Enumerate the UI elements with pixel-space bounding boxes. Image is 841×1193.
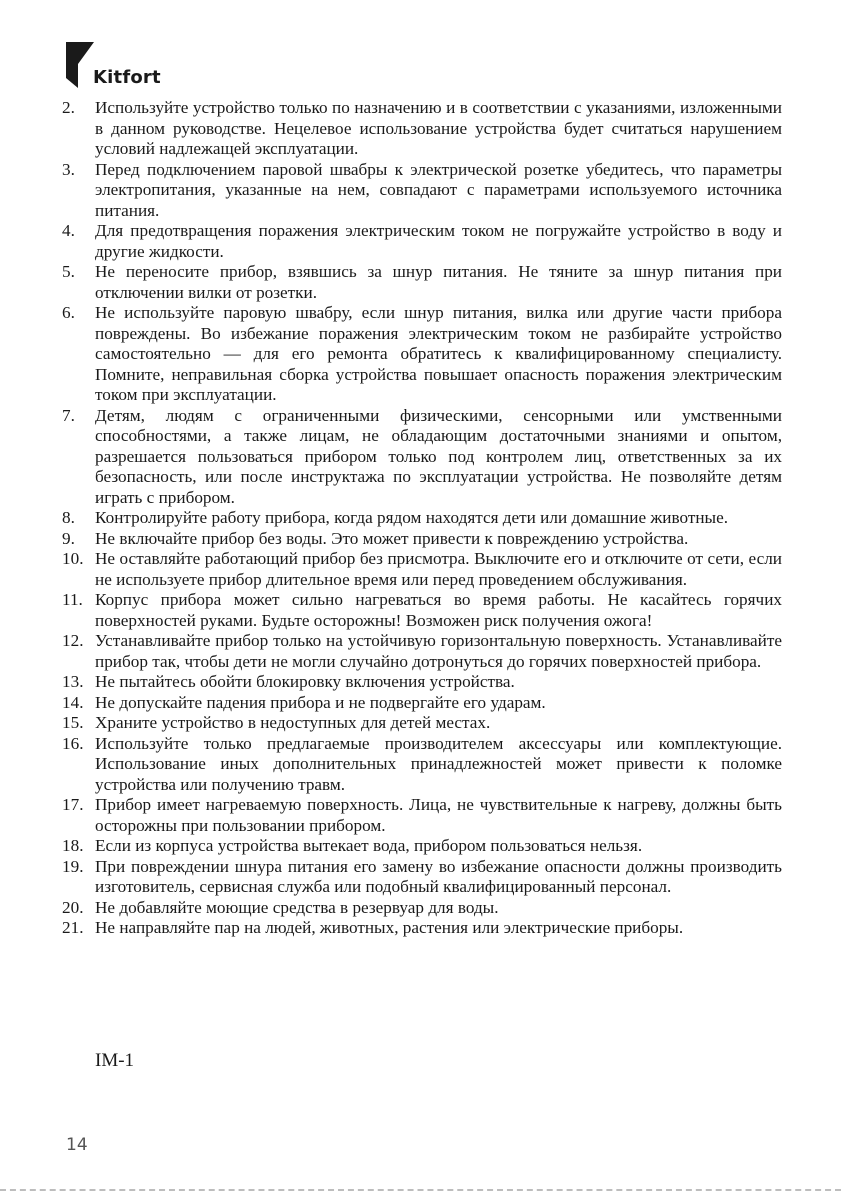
list-item [62, 590, 782, 631]
item-text: Не пытайтесь обойти блокировку включения устройства. [95, 672, 515, 691]
item-number: 7. [62, 405, 75, 425]
item-number: 19. [62, 856, 84, 876]
item-text: Если из корпуса устройства вытекает вода, прибором пользоваться нельзя. [95, 836, 643, 855]
kitfort-logo-icon [66, 42, 96, 88]
list-item [62, 529, 782, 550]
item-number: 8. [62, 508, 75, 527]
item-number: 12. [62, 631, 84, 650]
item-number: 3. [62, 159, 75, 179]
item-number: 6. [62, 303, 75, 322]
list-item [62, 262, 782, 303]
item-number: 4. [62, 221, 75, 240]
item-number: 20. [62, 897, 84, 917]
safety-rules-list [62, 98, 782, 939]
list-item [62, 713, 782, 734]
list-item [62, 795, 782, 836]
list-item [62, 693, 782, 714]
item-text: Не переносите прибор, взявшись за шнур питания. Не тяните за шнур питания при отключении вилки от розетки. [95, 262, 782, 302]
item-text: Контролируйте работу прибора, когда рядом находятся дети или домашние животные. [95, 508, 729, 527]
list-item [62, 406, 782, 509]
item-text: Для предотвращения поражения электрическим током не погружайте устройство в воду и другие жидкости. [95, 221, 782, 261]
item-text: Не допускайте падения прибора и не подвергайте его ударам. [95, 692, 546, 712]
list-item [62, 508, 782, 529]
item-text: Не включайте прибор без воды. Это может привести к повреждению устройства. [95, 528, 689, 548]
list-item [62, 221, 782, 262]
item-number: 15. [62, 713, 84, 732]
page-bottom-edge [0, 1189, 841, 1191]
document-code: IM-1 [95, 1050, 135, 1071]
item-text: Не оставляйте работающий прибор без присмотра. Выключите его и отключите от сети, если не используете прибор длительное время или перед проведением обслуживания. [95, 549, 782, 589]
list-item [62, 857, 782, 898]
item-text: Детям, людям с ограниченными физическими, сенсорными или умственными способностями, а также лицам, не обладающим достаточными знаниями и опытом, разрешается пользоваться прибором только под контролем лиц, ответственных за их безопасность, или после инструктажа по эксплуатации устройства. Не позволяйте детям играть с прибором. [95, 405, 782, 507]
list-item [62, 303, 782, 406]
item-number: 21. [62, 918, 84, 937]
item-text: Не используйте паровую швабру, если шнур питания, вилка или другие части прибора повреждены. Во избежание поражения электрическим током не разбирайте устройство самостоятельно — для его ремонта обратитесь к квалифицированному специалисту. Помните, неправильная сборка устройства повышает опасность поражения электрическим током при эксплуатации. [95, 303, 782, 404]
list-item [62, 549, 782, 590]
page-number: 14 [66, 1135, 88, 1155]
item-text: Используйте устройство только по назначению и в соответствии с указаниями, изложенными в данном руководстве. Нецелевое использование устройства будет считаться нарушением условий надлежащей эксплуатации. [95, 98, 782, 158]
item-number: 2. [62, 98, 75, 117]
list-item [62, 898, 782, 919]
item-text: Не добавляйте моющие средства в резервуар для воды. [95, 897, 499, 917]
list-item [62, 631, 782, 672]
list-item [62, 734, 782, 796]
item-number: 10. [62, 549, 84, 568]
item-text: Храните устройство в недоступных для детей местах. [95, 713, 491, 732]
item-text: Прибор имеет нагреваемую поверхность. Лица, не чувствительные к нагреву, должны быть осторожны при пользовании прибором. [95, 795, 782, 835]
item-text: При повреждении шнура питания его замену во избежание опасности должны производить изготовитель, сервисная служба или подобный квалифицированный персонал. [95, 856, 782, 896]
brand-name: Kitfort [93, 67, 161, 88]
item-number: 9. [62, 528, 75, 548]
list-item [62, 836, 782, 857]
item-text: Устанавливайте прибор только на устойчивую горизонтальную поверхность. Устанавливайте прибор так, чтобы дети не могли случайно дотронуться до горячих поверхностей прибора. [95, 631, 782, 671]
item-number: 18. [62, 836, 84, 855]
item-text: Не направляйте пар на людей, животных, растения или электрические приборы. [95, 918, 684, 937]
item-text: Перед подключением паровой швабры к электрической розетке убедитесь, что параметры электропитания, указанные на нем, совпадают с параметрами используемого источника питания. [95, 159, 782, 220]
list-item [62, 98, 782, 160]
item-text: Корпус прибора может сильно нагреваться во время работы. Не касайтесь горячих поверхностей руками. Будьте осторожны! Возможен риск получения ожога! [95, 590, 782, 630]
item-number: 13. [62, 672, 84, 691]
list-item [62, 918, 782, 939]
list-item [62, 672, 782, 693]
item-number: 5. [62, 262, 75, 281]
item-text: Используйте только предлагаемые производителем аксессуары или комплектующие. Использование иных дополнительных принадлежностей может привести к поломке устройства или получению травм. [95, 733, 782, 794]
item-number: 17. [62, 795, 84, 814]
item-number: 14. [62, 692, 84, 712]
list-item [62, 160, 782, 222]
item-number: 11. [62, 590, 83, 609]
item-number: 16. [62, 733, 84, 753]
